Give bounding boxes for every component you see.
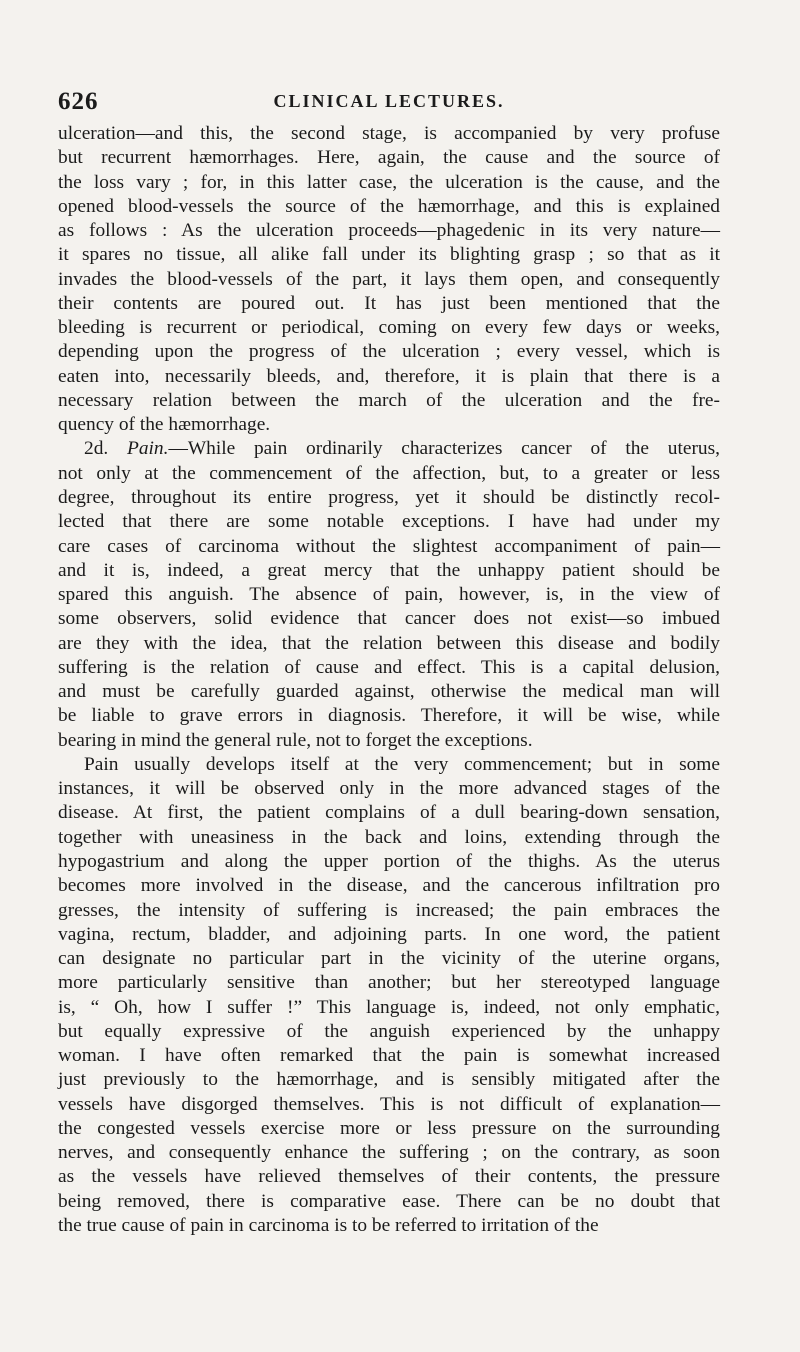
text-line: be liable to grave errors in diagnosis. Therefore, it will be wise, while bbox=[58, 705, 720, 727]
text-line: opened blood-vessels the source of the hæmorrhage, and this is explained bbox=[58, 195, 720, 217]
text-line: nerves, and consequently enhance the suffering ; on the contrary, as soon bbox=[58, 1142, 720, 1164]
text-line: hypogastrium and along the upper portion of the thighs. As the uterus bbox=[58, 850, 720, 872]
text-line: gresses, the intensity of suffering is increased; the pain embraces the bbox=[58, 899, 720, 921]
text-line: woman. I have often remarked that the pain is somewhat increased bbox=[58, 1045, 720, 1067]
text-line: invades the blood-vessels of the part, it lays them open, and consequently bbox=[58, 268, 720, 290]
text-line: becomes more involved in the disease, and the cancerous infiltration pro bbox=[58, 875, 720, 897]
text-line: quency of the hæmorrhage. bbox=[58, 414, 271, 436]
text-line: being removed, there is comparative ease. There can be no doubt that bbox=[58, 1190, 720, 1212]
text-line: as follows : As the ulceration proceeds—phagedenic in its very nature— bbox=[58, 220, 720, 242]
section-number: 2d. bbox=[84, 438, 127, 460]
running-title: CLINICAL LECTURES. bbox=[273, 91, 505, 111]
text-line: lected that there are some notable exceptions. I have had under my bbox=[58, 511, 720, 533]
text-line: their contents are poured out. It has just been mentioned that the bbox=[58, 292, 720, 314]
section-lead-text: —While pain ordinarily characterizes cancer of the uterus, bbox=[168, 438, 720, 460]
section-heading: Pain. bbox=[126, 438, 169, 460]
text-line: the true cause of pain in carcinoma is to be referred to irritation of the bbox=[58, 1214, 599, 1236]
text-line: disease. At first, the patient complains of a dull bearing-down sensation, bbox=[58, 802, 720, 824]
text-line: some observers, solid evidence that cancer does not exist—so imbued bbox=[58, 608, 720, 630]
text-line: eaten into, necessarily bleeds, and, therefore, it is plain that there is a bbox=[58, 365, 720, 387]
text-line: just previously to the hæmorrhage, and is sensibly mitigated after the bbox=[58, 1069, 720, 1091]
text-line: is, “ Oh, how I suffer !” This language is, indeed, not only emphatic, bbox=[58, 996, 720, 1018]
text-line: more particularly sensitive than another; but her stereotyped language bbox=[58, 972, 720, 994]
text-line: not only at the commencement of the affection, but, to a greater or less bbox=[58, 462, 720, 484]
text-line: bleeding is recurrent or periodical, coming on every few days or weeks, bbox=[58, 317, 720, 339]
text-line: vagina, rectum, bladder, and adjoining parts. In one word, the patient bbox=[58, 923, 720, 945]
text-line: spared this anguish. The absence of pain, however, is, in the view of bbox=[58, 584, 720, 606]
body-text bbox=[58, 122, 720, 1238]
text-line: instances, it will be observed only in the more advanced stages of the bbox=[58, 778, 720, 800]
text-line: and it is, indeed, a great mercy that the unhappy patient should be bbox=[58, 559, 720, 581]
running-head bbox=[58, 88, 720, 118]
text-line: can designate no particular part in the vicinity of the uterine organs, bbox=[58, 948, 720, 970]
text-line: together with uneasiness in the back and loins, extending through the bbox=[58, 826, 720, 848]
text-line: Pain usually develops itself at the very commencement; but in some bbox=[84, 753, 720, 775]
text-line: and must be carefully guarded against, otherwise the medical man will bbox=[58, 681, 720, 703]
text-line: bearing in mind the general rule, not to forget the exceptions. bbox=[58, 729, 533, 751]
text-line: suffering is the relation of cause and effect. This is a capital delusion, bbox=[58, 656, 720, 678]
text-line: it spares no tissue, all alike fall under its blighting grasp ; so that as it bbox=[58, 244, 720, 266]
text-line: degree, throughout its entire progress, yet it should be distinctly recol- bbox=[58, 486, 720, 508]
text-line: the loss vary ; for, in this latter case, the ulceration is the cause, and the bbox=[58, 171, 720, 193]
text-line: as the vessels have relieved themselves of their contents, the pressure bbox=[58, 1166, 720, 1188]
pain-heading-line bbox=[58, 437, 720, 461]
page-number: 626 bbox=[58, 88, 99, 115]
text-line: but equally expressive of the anguish experienced by the unhappy bbox=[58, 1020, 720, 1042]
text-line: vessels have disgorged themselves. This is not difficult of explanation— bbox=[58, 1093, 720, 1115]
text-line: care cases of carcinoma without the slightest accompaniment of pain— bbox=[58, 535, 720, 557]
text-line: depending upon the progress of the ulceration ; every vessel, which is bbox=[58, 341, 720, 363]
text-line: the congested vessels exercise more or less pressure on the surrounding bbox=[58, 1117, 720, 1139]
text-line: are they with the idea, that the relation between this disease and bodily bbox=[58, 632, 720, 654]
text-line: ulceration—and this, the second stage, is accompanied by very profuse bbox=[58, 123, 720, 144]
text-line: but recurrent hæmorrhages. Here, again, the cause and the source of bbox=[58, 147, 720, 169]
text-line: necessary relation between the march of the ulceration and the fre- bbox=[58, 389, 720, 411]
